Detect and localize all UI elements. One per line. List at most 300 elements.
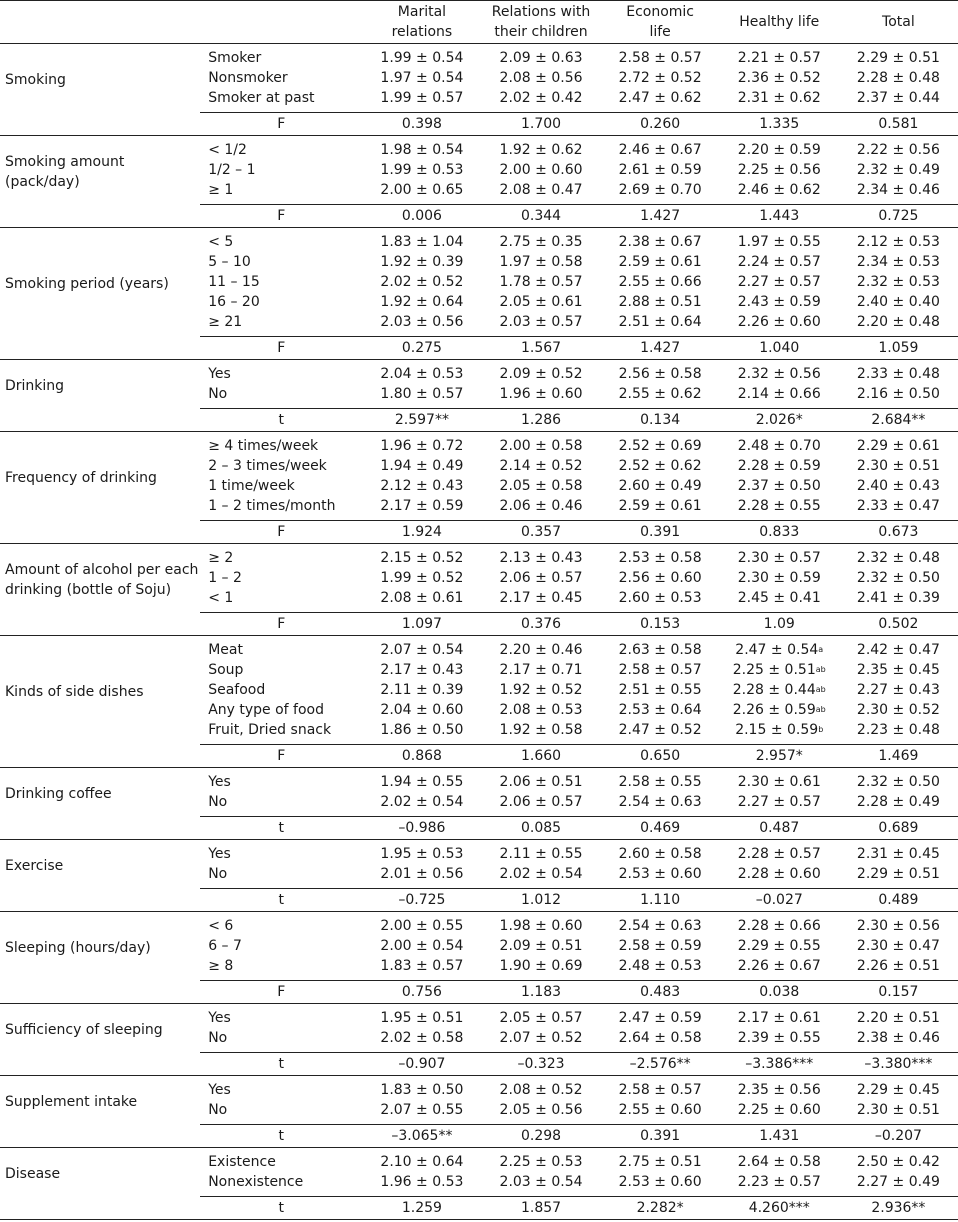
value-cell — [720, 180, 839, 205]
level-label: 1 time/week — [208, 478, 295, 494]
stat-value: –0.207 — [839, 1125, 958, 1148]
stat-label: F — [200, 613, 362, 636]
value-cell — [601, 1004, 720, 1029]
value-cell — [601, 312, 720, 337]
header-row — [0, 1, 958, 44]
value-cell — [481, 1148, 600, 1173]
value-text: 2.26 ± 0.60 — [737, 314, 821, 330]
stat-spacer — [0, 521, 200, 544]
value-text: 2.26 ± 0.59 — [732, 702, 816, 718]
group-superscript: ab — [815, 705, 826, 714]
value-text: 2.38 ± 0.46 — [856, 1030, 940, 1046]
value-text: 2.59 ± 0.61 — [618, 254, 702, 270]
stat-value: 0.298 — [481, 1125, 600, 1148]
value-cell — [362, 456, 481, 476]
stat-value: 1.857 — [481, 1197, 600, 1220]
value-text: 1.92 ± 0.52 — [499, 682, 583, 698]
value-cell — [839, 88, 958, 113]
value-text: 2.30 ± 0.51 — [856, 1102, 940, 1118]
level-label: No — [208, 1030, 228, 1046]
value-cell — [362, 588, 481, 613]
value-text: 2.46 ± 0.62 — [737, 182, 821, 198]
level-label: ≥ 1 — [208, 182, 234, 198]
value-text: 2.52 ± 0.62 — [618, 458, 702, 474]
value-cell — [839, 768, 958, 793]
value-cell — [481, 840, 600, 865]
value-text: 2.11 ± 0.39 — [380, 682, 464, 698]
value-cell — [720, 720, 839, 745]
stat-spacer — [0, 113, 200, 136]
value-cell — [481, 956, 600, 981]
value-text: 2.31 ± 0.62 — [737, 90, 821, 106]
value-text: 2.56 ± 0.60 — [618, 570, 702, 586]
value-cell — [839, 292, 958, 312]
level-label: 6 – 7 — [208, 938, 242, 954]
table-row — [0, 768, 958, 793]
value-text: 1.97 ± 0.54 — [380, 70, 464, 86]
value-text: 2.23 ± 0.57 — [737, 1174, 821, 1190]
value-cell — [839, 252, 958, 272]
value-cell — [481, 1076, 600, 1101]
value-cell — [720, 160, 839, 180]
value-text: 2.31 ± 0.45 — [856, 846, 940, 862]
value-cell — [481, 272, 600, 292]
value-text: 2.40 ± 0.40 — [856, 294, 940, 310]
stat-value: 2.282* — [601, 1197, 720, 1220]
value-text: 2.47 ± 0.52 — [618, 722, 702, 738]
value-text: 2.03 ± 0.54 — [499, 1174, 583, 1190]
value-text: 2.15 ± 0.59 — [735, 722, 819, 738]
value-text: 1.97 ± 0.55 — [737, 234, 821, 250]
value-cell — [601, 936, 720, 956]
stat-row — [0, 1125, 958, 1148]
value-cell — [481, 568, 600, 588]
value-cell — [720, 432, 839, 457]
value-text: 2.23 ± 0.48 — [856, 722, 940, 738]
value-cell — [481, 360, 600, 385]
variable-label: Sufficiency of sleeping — [5, 1022, 163, 1039]
value-text: 2.27 ± 0.57 — [737, 274, 821, 290]
value-text: 2.00 ± 0.60 — [499, 162, 583, 178]
value-text: 2.06 ± 0.51 — [499, 774, 583, 790]
value-cell — [601, 1100, 720, 1125]
value-text: 2.03 ± 0.56 — [380, 314, 464, 330]
value-text: 1.86 ± 0.50 — [380, 722, 464, 738]
value-cell — [720, 1148, 839, 1173]
value-text: 1.97 ± 0.58 — [499, 254, 583, 270]
stat-value: 4.260*** — [720, 1197, 839, 1220]
stat-value: 1.924 — [362, 521, 481, 544]
variable-label: Smoking — [5, 72, 66, 89]
stat-value: 0.650 — [601, 745, 720, 768]
value-text: 2.42 ± 0.47 — [856, 642, 940, 658]
stat-value: –0.907 — [362, 1053, 481, 1076]
value-text: 2.10 ± 0.64 — [380, 1154, 464, 1170]
value-cell — [362, 136, 481, 161]
value-cell — [481, 252, 600, 272]
stat-value: –0.323 — [481, 1053, 600, 1076]
variable-label: Drinking coffee — [5, 786, 112, 803]
value-text: 2.15 ± 0.52 — [380, 550, 464, 566]
stat-value: 0.157 — [839, 981, 958, 1004]
value-text: 2.17 ± 0.71 — [499, 662, 583, 678]
value-cell — [839, 720, 958, 745]
stat-value: 1.443 — [720, 205, 839, 228]
header-level — [200, 1, 362, 44]
value-text: 2.32 ± 0.48 — [856, 550, 940, 566]
value-cell — [839, 160, 958, 180]
value-cell — [362, 1076, 481, 1101]
value-cell — [720, 292, 839, 312]
value-cell — [720, 456, 839, 476]
value-cell — [481, 1028, 600, 1053]
value-text: 1.83 ± 0.50 — [380, 1082, 464, 1098]
value-text: 2.53 ± 0.64 — [618, 702, 702, 718]
value-cell — [362, 252, 481, 272]
level-label: ≥ 21 — [208, 314, 243, 330]
value-text: 2.32 ± 0.49 — [856, 162, 940, 178]
value-text: 2.04 ± 0.60 — [380, 702, 464, 718]
group-superscript: ab — [815, 665, 826, 674]
value-text: 2.52 ± 0.69 — [618, 438, 702, 454]
value-text: 2.34 ± 0.53 — [856, 254, 940, 270]
stat-value: 1.431 — [720, 1125, 839, 1148]
value-text: 2.56 ± 0.58 — [618, 366, 702, 382]
value-cell — [481, 384, 600, 409]
value-cell — [601, 88, 720, 113]
value-text: 2.43 ± 0.59 — [737, 294, 821, 310]
value-cell — [601, 496, 720, 521]
stat-value: 2.597** — [362, 409, 481, 432]
header-healthy-life: Healthy life — [720, 1, 839, 44]
stat-row — [0, 745, 958, 768]
stat-value: 1.040 — [720, 337, 839, 360]
stat-label: t — [200, 1197, 362, 1220]
stat-spacer — [0, 889, 200, 912]
value-cell — [601, 1028, 720, 1053]
stat-value: –3.065** — [362, 1125, 481, 1148]
level-label: No — [208, 794, 228, 810]
value-cell — [481, 660, 600, 680]
stat-value: 1.469 — [839, 745, 958, 768]
value-cell — [481, 768, 600, 793]
stat-label: F — [200, 205, 362, 228]
value-text: 2.27 ± 0.57 — [737, 794, 821, 810]
stat-label: t — [200, 409, 362, 432]
value-text: 2.28 ± 0.44 — [732, 682, 816, 698]
value-text: 2.58 ± 0.57 — [618, 662, 702, 678]
value-cell — [362, 936, 481, 956]
value-text: 2.14 ± 0.66 — [737, 386, 821, 402]
value-text: 2.05 ± 0.56 — [499, 1102, 583, 1118]
value-text: 2.32 ± 0.53 — [856, 274, 940, 290]
stat-value: 0.868 — [362, 745, 481, 768]
value-cell — [720, 956, 839, 981]
value-cell — [720, 660, 839, 680]
value-text: 2.55 ± 0.62 — [618, 386, 702, 402]
header-variable — [0, 1, 200, 44]
stat-label: F — [200, 521, 362, 544]
stat-value: 0.489 — [839, 889, 958, 912]
table-row — [0, 1076, 958, 1101]
value-cell — [720, 228, 839, 253]
value-text: 2.20 ± 0.48 — [856, 314, 940, 330]
value-cell — [362, 1004, 481, 1029]
value-cell — [362, 568, 481, 588]
value-cell — [601, 956, 720, 981]
level-label: Yes — [208, 846, 231, 862]
value-text: 2.00 ± 0.54 — [380, 938, 464, 954]
value-cell — [601, 864, 720, 889]
value-text: 2.75 ± 0.35 — [499, 234, 583, 250]
value-cell — [839, 700, 958, 720]
stat-value: 1.059 — [839, 337, 958, 360]
value-cell — [481, 792, 600, 817]
level-label: 11 – 15 — [208, 274, 260, 290]
stat-value: 0.391 — [601, 1125, 720, 1148]
stat-spacer — [0, 613, 200, 636]
stat-value: 2.957* — [720, 745, 839, 768]
value-cell — [720, 1028, 839, 1053]
value-text: 2.00 ± 0.65 — [380, 182, 464, 198]
stat-value: 0.275 — [362, 337, 481, 360]
value-cell — [362, 1028, 481, 1053]
value-text: 2.29 ± 0.51 — [856, 50, 940, 66]
value-cell — [720, 700, 839, 720]
value-cell — [362, 956, 481, 981]
value-cell — [362, 88, 481, 113]
value-text: 2.05 ± 0.58 — [499, 478, 583, 494]
value-text: 2.28 ± 0.49 — [856, 794, 940, 810]
value-cell — [720, 864, 839, 889]
value-text: 1.95 ± 0.53 — [380, 846, 464, 862]
value-text: 2.26 ± 0.51 — [856, 958, 940, 974]
value-text: 2.28 ± 0.55 — [737, 498, 821, 514]
value-cell — [362, 312, 481, 337]
value-text: 2.60 ± 0.49 — [618, 478, 702, 494]
stat-value: 0.487 — [720, 817, 839, 840]
value-text: 1.96 ± 0.72 — [380, 438, 464, 454]
level-label: ≥ 4 times/week — [208, 438, 319, 454]
value-cell — [839, 456, 958, 476]
table-row — [0, 432, 958, 457]
value-text: 2.09 ± 0.63 — [499, 50, 583, 66]
value-cell — [362, 1172, 481, 1197]
value-text: 2.22 ± 0.56 — [856, 142, 940, 158]
header-total: Total — [839, 1, 958, 44]
value-text: 2.58 ± 0.59 — [618, 938, 702, 954]
value-text: 2.30 ± 0.47 — [856, 938, 940, 954]
value-cell — [839, 1100, 958, 1125]
value-text: 2.02 ± 0.52 — [380, 274, 464, 290]
variable-label: Frequency of drinking — [5, 470, 157, 487]
value-cell — [839, 1172, 958, 1197]
value-cell — [481, 88, 600, 113]
stat-value: 1.700 — [481, 113, 600, 136]
stat-row — [0, 889, 958, 912]
value-cell — [362, 160, 481, 180]
value-cell — [720, 768, 839, 793]
table-body — [0, 44, 958, 1220]
value-text: 2.21 ± 0.57 — [737, 50, 821, 66]
stat-value: 0.134 — [601, 409, 720, 432]
header-marital-relations: Marital relations — [362, 1, 481, 44]
value-text: 2.07 ± 0.54 — [380, 642, 464, 658]
level-label: Yes — [208, 1010, 231, 1026]
level-label: 1/2 – 1 — [208, 162, 256, 178]
stat-label: t — [200, 1053, 362, 1076]
level-label: 2 – 3 times/week — [208, 458, 327, 474]
level-label: No — [208, 386, 228, 402]
value-text: 2.20 ± 0.46 — [499, 642, 583, 658]
value-text: 2.58 ± 0.57 — [618, 50, 702, 66]
level-label: Yes — [208, 1082, 231, 1098]
value-text: 2.60 ± 0.53 — [618, 590, 702, 606]
value-text: 2.08 ± 0.61 — [380, 590, 464, 606]
stat-row — [0, 113, 958, 136]
value-cell — [362, 700, 481, 720]
value-text: 2.45 ± 0.41 — [737, 590, 821, 606]
stat-spacer — [0, 981, 200, 1004]
value-text: 1.92 ± 0.64 — [380, 294, 464, 310]
value-cell — [720, 912, 839, 937]
value-cell — [362, 384, 481, 409]
value-cell — [362, 432, 481, 457]
value-text: 2.17 ± 0.61 — [737, 1010, 821, 1026]
stat-value: 0.833 — [720, 521, 839, 544]
value-text: 1.83 ± 0.57 — [380, 958, 464, 974]
value-text: 2.35 ± 0.45 — [856, 662, 940, 678]
value-text: 1.83 ± 1.04 — [380, 234, 464, 250]
stat-value: 1.335 — [720, 113, 839, 136]
value-cell — [720, 496, 839, 521]
value-cell — [362, 272, 481, 292]
value-cell — [839, 1076, 958, 1101]
value-cell — [362, 44, 481, 69]
group-superscript: ab — [815, 685, 826, 694]
stat-label: t — [200, 889, 362, 912]
stat-label: F — [200, 981, 362, 1004]
stat-value: 0.581 — [839, 113, 958, 136]
stat-value: –0.027 — [720, 889, 839, 912]
value-text: 2.03 ± 0.57 — [499, 314, 583, 330]
level-label: Smoker at past — [208, 90, 315, 106]
stat-value: 0.391 — [601, 521, 720, 544]
value-text: 2.30 ± 0.52 — [856, 702, 940, 718]
value-cell — [362, 1148, 481, 1173]
value-cell — [601, 544, 720, 569]
value-text: 1.95 ± 0.51 — [380, 1010, 464, 1026]
value-text: 2.08 ± 0.52 — [499, 1082, 583, 1098]
value-text: 2.47 ± 0.62 — [618, 90, 702, 106]
stat-spacer — [0, 205, 200, 228]
value-cell — [839, 936, 958, 956]
table-row — [0, 228, 958, 253]
value-text: 2.30 ± 0.56 — [856, 918, 940, 934]
value-cell — [362, 792, 481, 817]
value-cell — [720, 1100, 839, 1125]
level-label: ≥ 2 — [208, 550, 234, 566]
header-relations-children: Relations with their children — [481, 1, 600, 44]
value-cell — [601, 68, 720, 88]
value-cell — [839, 272, 958, 292]
stat-row — [0, 817, 958, 840]
value-cell — [601, 44, 720, 69]
stat-spacer — [0, 1053, 200, 1076]
value-text: 2.29 ± 0.55 — [737, 938, 821, 954]
value-text: 1.99 ± 0.57 — [380, 90, 464, 106]
value-text: 1.99 ± 0.53 — [380, 162, 464, 178]
value-text: 2.16 ± 0.50 — [856, 386, 940, 402]
value-text: 1.94 ± 0.55 — [380, 774, 464, 790]
value-cell — [839, 1028, 958, 1053]
value-cell — [481, 588, 600, 613]
stat-row — [0, 613, 958, 636]
value-cell — [720, 384, 839, 409]
stat-value: 0.398 — [362, 113, 481, 136]
value-cell — [362, 840, 481, 865]
value-text: 2.54 ± 0.63 — [618, 918, 702, 934]
table-row — [0, 136, 958, 161]
value-cell — [720, 136, 839, 161]
value-cell — [839, 384, 958, 409]
variable-label: Disease — [5, 1166, 61, 1183]
value-cell — [481, 68, 600, 88]
value-text: 2.60 ± 0.58 — [618, 846, 702, 862]
value-text: 2.35 ± 0.56 — [737, 1082, 821, 1098]
variable-label: Smoking period (years) — [5, 276, 169, 293]
value-text: 2.06 ± 0.46 — [499, 498, 583, 514]
value-cell — [839, 680, 958, 700]
value-text: 2.25 ± 0.56 — [737, 162, 821, 178]
level-label: < 5 — [208, 234, 234, 250]
value-text: 2.47 ± 0.54 — [735, 642, 819, 658]
value-text: 2.55 ± 0.60 — [618, 1102, 702, 1118]
value-cell — [839, 912, 958, 937]
value-cell — [601, 840, 720, 865]
value-text: 2.20 ± 0.59 — [737, 142, 821, 158]
stat-spacer — [0, 817, 200, 840]
value-text: 2.51 ± 0.55 — [618, 682, 702, 698]
value-text: 2.30 ± 0.57 — [737, 550, 821, 566]
value-text: 1.98 ± 0.60 — [499, 918, 583, 934]
value-cell — [362, 768, 481, 793]
value-text: 2.12 ± 0.43 — [380, 478, 464, 494]
value-cell — [481, 544, 600, 569]
value-cell — [601, 384, 720, 409]
stat-label: t — [200, 817, 362, 840]
value-cell — [481, 292, 600, 312]
value-cell — [601, 272, 720, 292]
value-cell — [601, 160, 720, 180]
value-cell — [601, 720, 720, 745]
value-text: 2.58 ± 0.55 — [618, 774, 702, 790]
value-cell — [362, 680, 481, 700]
value-cell — [481, 1172, 600, 1197]
stat-spacer — [0, 745, 200, 768]
value-text: 1.98 ± 0.54 — [380, 142, 464, 158]
value-cell — [601, 136, 720, 161]
value-cell — [720, 1172, 839, 1197]
value-cell — [481, 136, 600, 161]
value-text: 2.06 ± 0.57 — [499, 794, 583, 810]
value-cell — [362, 68, 481, 88]
variable-label: Exercise — [5, 858, 64, 875]
stat-value: 0.085 — [481, 817, 600, 840]
stat-spacer — [0, 337, 200, 360]
value-text: 1.92 ± 0.39 — [380, 254, 464, 270]
value-cell — [481, 1004, 600, 1029]
